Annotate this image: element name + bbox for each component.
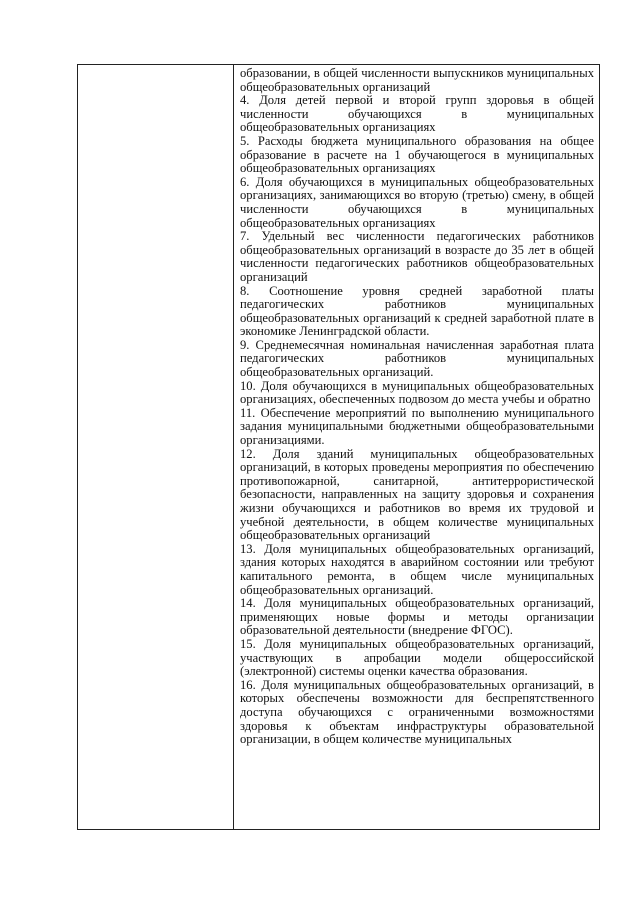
indicator-item: 16. Доля муниципальных общеобразовательных организаций, в которых обеспечены возможности для беспрепятственного доступа обучающихся с ограниченными возможностями здоровья к объектам инфраструктуры образовательной организации, в общем количестве муниципальных [240, 677, 594, 747]
indicator-item: образовании, в общей численности выпускников муниципальных общеобразовательных организаций [240, 66, 594, 94]
indicator-item: 10. Доля обучающихся в муниципальных общеобразовательных организациях, обеспеченных подвозом до места учебы и обратно [240, 378, 594, 407]
indicator-item: 5. Расходы бюджета муниципального образования на общее образование в расчете на 1 обучающегося в муниципальных общеобразовательных организациях [240, 133, 594, 176]
indicator-item: 7. Удельный вес численности педагогических работников общеобразовательных организаций в возрасте до 35 лет в общей численности педагогических работников общеобразовательных организаций [240, 229, 594, 284]
indicator-item: 9. Среднемесячная номинальная начисленная заработная плата педагогических работников муниципальных общеобразовательных организаций. [240, 337, 594, 380]
table-cell-indicators [234, 65, 600, 830]
table-cell-left-empty [78, 65, 234, 830]
indicators-table [77, 64, 600, 830]
indicator-item: 13. Доля муниципальных общеобразовательных организаций, здания которых находятся в аварийном состоянии или требуют капитального ремонта, в общем числе муниципальных общеобразовательных организаций. [240, 541, 594, 597]
indicator-item: 6. Доля обучающихся в муниципальных общеобразовательных организациях, занимающихся во вторую (третью) смену, в общей численности обучающихся в муниципальных общеобразовательных организациях [240, 174, 594, 230]
indicator-item: 11. Обеспечение мероприятий по выполнению муниципального задания муниципальными бюджетными общеобразовательными организациями. [240, 405, 594, 448]
indicator-item: 4. Доля детей первой и второй групп здоровья в общей численности обучающихся в муниципальных общеобразовательных организациях [240, 93, 594, 135]
table-row [78, 65, 600, 830]
indicator-item: 8. Соотношение уровня средней заработной платы педагогических работников муниципальных общеобразовательных организаций к средней заработной плате в экономике Ленинградской области. [240, 283, 594, 339]
indicator-item: 15. Доля муниципальных общеобразовательных организаций, участвующих в апробации модели общероссийской (электронной) системы оценки качества образования. [240, 636, 594, 679]
indicator-item: 14. Доля муниципальных общеобразовательных организаций, применяющих новые формы и методы организации образовательной деятельности (внедрение ФГОС). [240, 596, 594, 638]
indicator-item: 12. Доля зданий муниципальных общеобразовательных организаций, в которых проведены мероприятия по обеспечению противопожарной, санитарной, антитеррористической безопасности, направленных на защиту здоровья и сохранения жизни обучающихся и работников во время их трудовой и учебной деятельности, в общем количестве муниципальных общеобразовательных организаций [240, 446, 594, 543]
